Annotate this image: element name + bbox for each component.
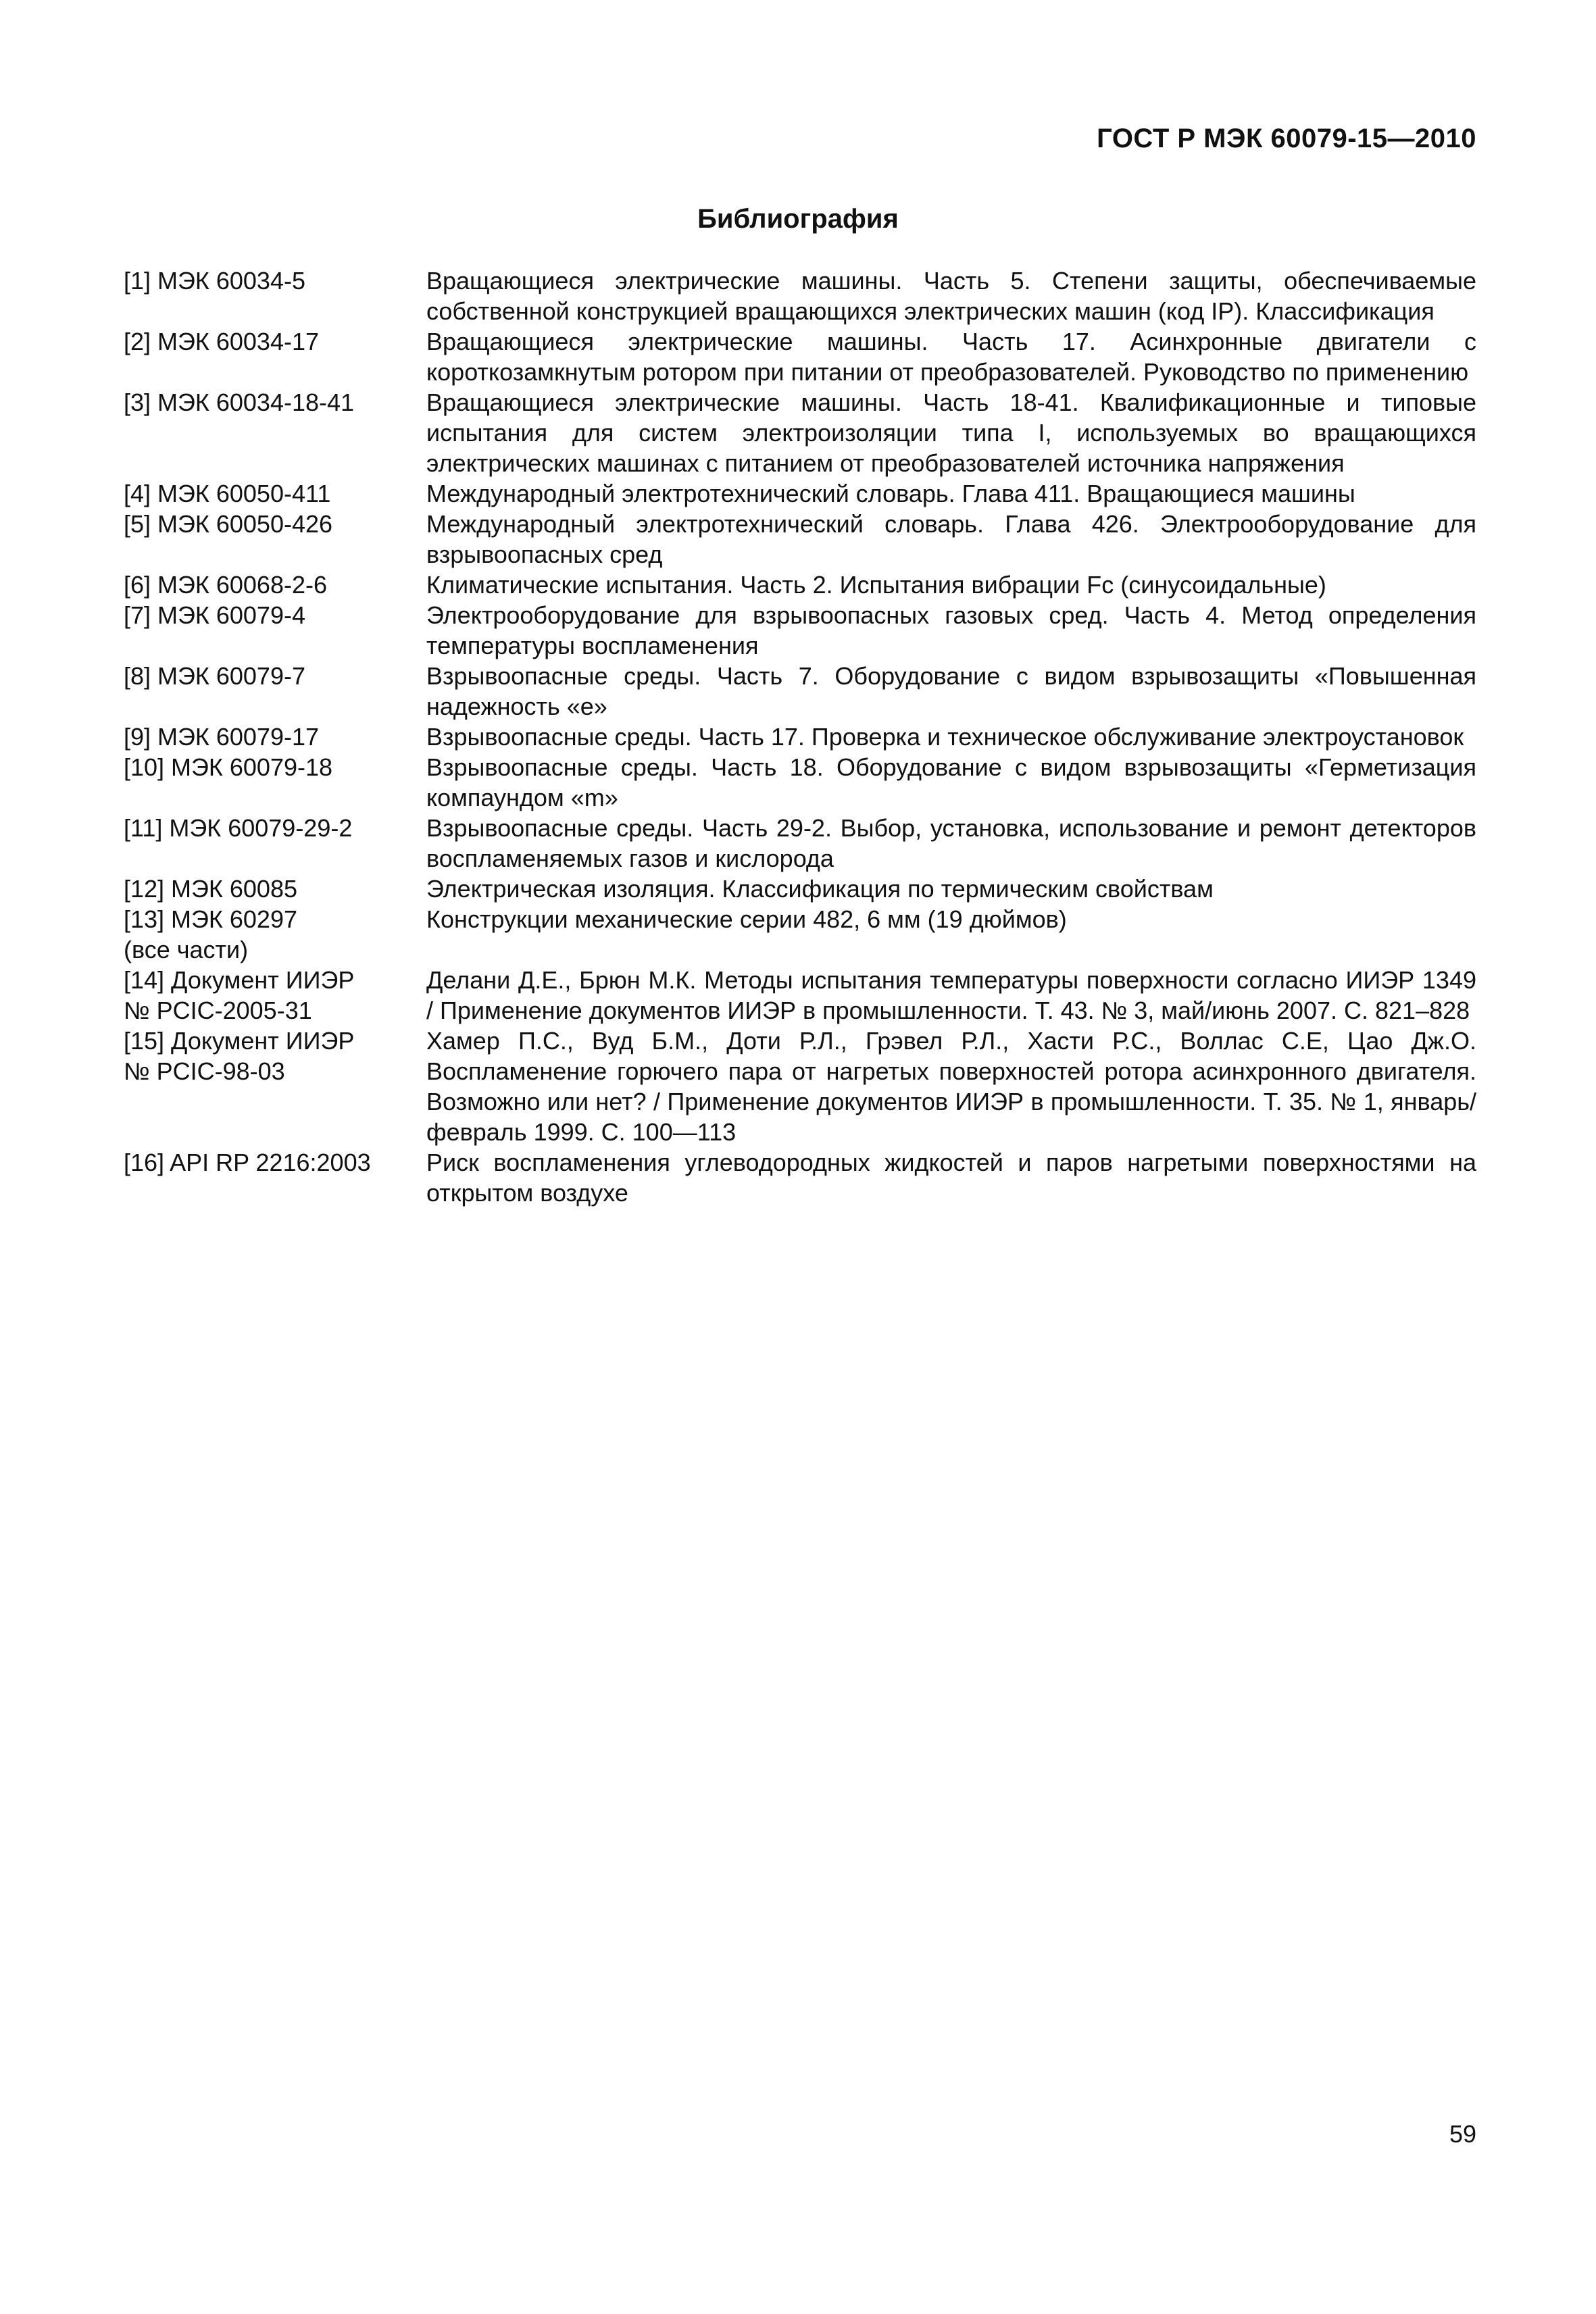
entry-reference: [1] МЭК 60034-5 xyxy=(124,267,305,295)
document-standard-id: ГОСТ Р МЭК 60079-15—2010 xyxy=(1097,124,1476,153)
entry-description: Конструкции механические серии 482, 6 мм (19 дюймов) xyxy=(426,905,1067,933)
bibliography-entry xyxy=(124,478,1476,509)
entry-reference: [8] МЭК 60079-7 xyxy=(124,662,305,690)
bibliography-entry xyxy=(124,570,1476,600)
bibliography-entry xyxy=(124,326,1476,387)
entry-description: Взрывоопасные среды. Часть 18. Оборудование с видом взрывозащиты «Герметизация компаундом «m» xyxy=(426,753,1476,811)
entry-description: Вращающиеся электрические машины. Часть 17. Асинхронные двигатели с короткозамкнутым ротором при питании от преобразователей. Руководство по применению xyxy=(426,328,1476,386)
entry-description: Электрическая изоляция. Классификация по термическим свойствам xyxy=(426,875,1214,903)
entry-reference: [2] МЭК 60034-17 xyxy=(124,328,320,355)
bibliography-list xyxy=(124,266,1476,1208)
bibliography-entry xyxy=(124,266,1476,326)
bibliography-entry xyxy=(124,509,1476,570)
entry-reference: [3] МЭК 60034-18-41 xyxy=(124,388,355,416)
page-number: 59 xyxy=(1449,2120,1476,2148)
entry-reference: [11] МЭК 60079-29-2 xyxy=(124,814,353,842)
entry-description: Взрывоопасные среды. Часть 29-2. Выбор, установка, использование и ремонт детекторов воспламеняемых газов и кислорода xyxy=(426,814,1476,872)
bibliography-entry xyxy=(124,661,1476,722)
entry-description: Хамер П.С., Вуд Б.М., Доти Р.Л., Грэвел Р.Л., Хасти Р.С., Воллас С.Е, Цао Дж.О. Воспламенение горючего пара от нагретых поверхностей ротора асинхронного двигателя. Возможно или нет? / Применение документов ИИЭР в промышленности. Т. 35. № 1, январь/февраль 1999. С. 100—113 xyxy=(426,1027,1476,1146)
entry-description: Электрооборудование для взрывоопасных газовых сред. Часть 4. Метод определения температуры воспламенения xyxy=(426,601,1476,659)
bibliography-entry xyxy=(124,722,1476,752)
entry-description: Климатические испытания. Часть 2. Испытания вибрации Fc (синусоидальные) xyxy=(426,571,1326,599)
entry-description: Международный электротехнический словарь. Глава 426. Электрооборудование для взрывоопасных сред xyxy=(426,510,1476,568)
entry-description: Взрывоопасные среды. Часть 17. Проверка и техническое обслуживание электроустановок xyxy=(426,723,1464,751)
entry-reference: [9] МЭК 60079-17 xyxy=(124,723,320,751)
entry-reference: [13] МЭК 60297 (все части) xyxy=(124,905,297,963)
entry-reference: [6] МЭК 60068-2-6 xyxy=(124,571,327,599)
entry-reference: [12] МЭК 60085 xyxy=(124,875,297,903)
entry-description: Международный электротехнический словарь. Глава 411. Вращающиеся машины xyxy=(426,480,1355,507)
entry-reference: [7] МЭК 60079-4 xyxy=(124,601,305,629)
entry-description: Вращающиеся электрические машины. Часть 18-41. Квалификационные и типовые испытания для систем электроизоляции типа I, используемых во вращающихся электрических машинах с питанием от преобразователей источника напряжения xyxy=(426,388,1476,477)
bibliography-entry xyxy=(124,904,1476,965)
entry-reference: [10] МЭК 60079-18 xyxy=(124,753,333,781)
entry-description: Вращающиеся электрические машины. Часть 5. Степени защиты, обеспечиваемые собственной конструкцией вращающихся электрических машин (код IP). Классификация xyxy=(426,267,1476,325)
bibliography-entry xyxy=(124,874,1476,904)
bibliography-entry xyxy=(124,1147,1476,1208)
entry-description: Делани Д.Е., Брюн М.К. Методы испытания температуры поверхности согласно ИИЭР 1349 / Применение документов ИИЭР в промышленности. Т. 43. № 3, май/июнь 2007. С. 821–828 xyxy=(426,966,1476,1024)
bibliography-entry xyxy=(124,600,1476,661)
bibliography-entry xyxy=(124,813,1476,874)
entry-reference: [4] МЭК 60050-411 xyxy=(124,480,331,507)
entry-description: Взрывоопасные среды. Часть 7. Оборудование с видом взрывозащиты «Повышенная надежность «е» xyxy=(426,662,1476,720)
bibliography-entry xyxy=(124,752,1476,813)
bibliography-entry xyxy=(124,965,1476,1026)
entry-description: Риск воспламенения углеводородных жидкостей и паров нагретыми поверхностями на открытом воздухе xyxy=(426,1149,1476,1207)
bibliography-entry xyxy=(124,1026,1476,1147)
entry-reference: [5] МЭК 60050-426 xyxy=(124,510,333,538)
bibliography-entry xyxy=(124,387,1476,478)
entry-reference: [16] API RP 2216:2003 xyxy=(124,1149,371,1176)
section-title: Библиография xyxy=(697,204,899,234)
entry-reference: [14] Документ ИИЭР № PCIC-2005-31 xyxy=(124,966,355,1024)
entry-reference: [15] Документ ИИЭР № PCIC-98-03 xyxy=(124,1027,355,1085)
